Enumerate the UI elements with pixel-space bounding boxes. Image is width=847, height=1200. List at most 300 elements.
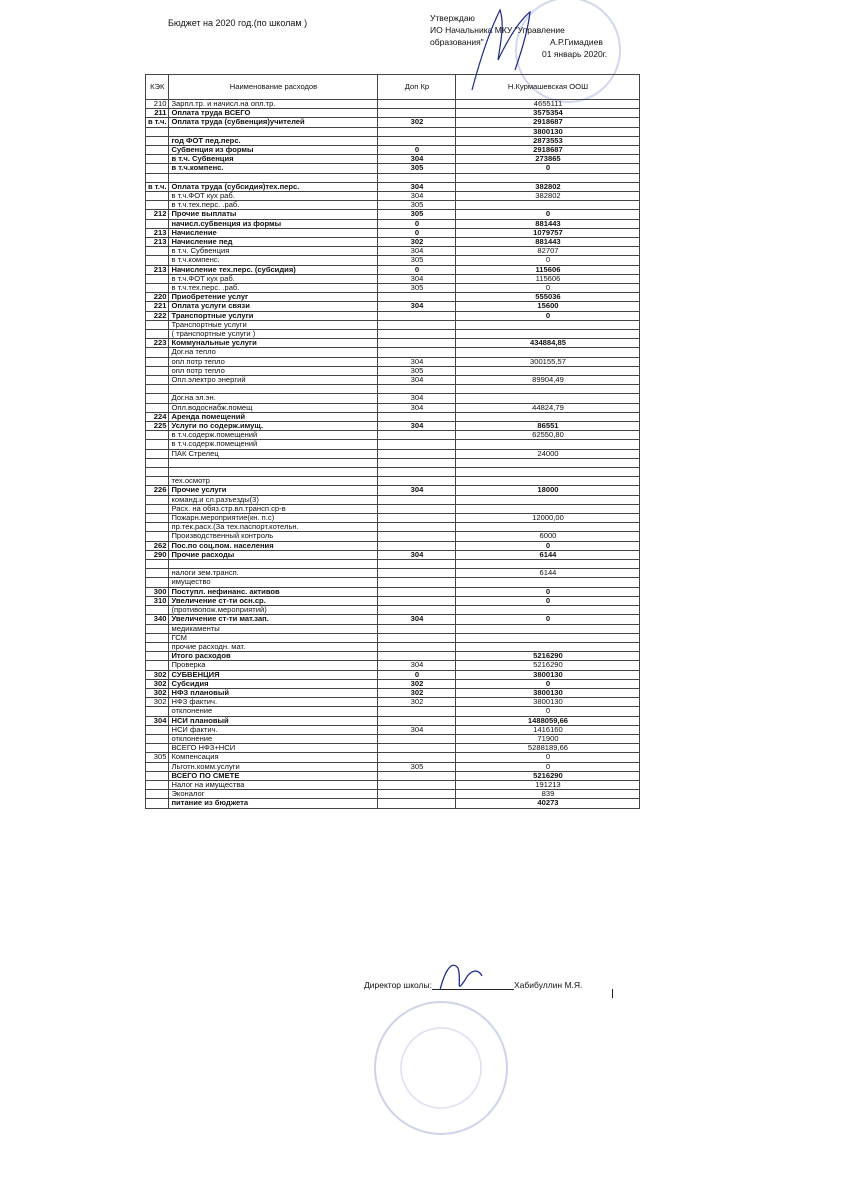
table-row <box>146 790 640 799</box>
cell-name: Проверка <box>169 661 378 670</box>
cell-kek <box>146 707 169 716</box>
cell-value <box>456 201 640 210</box>
cell-kek <box>146 164 169 173</box>
cell-dop: 0 <box>378 146 456 155</box>
table-row <box>146 688 640 697</box>
table-row <box>146 606 640 615</box>
cell-kek <box>146 744 169 753</box>
cell-dop: 302 <box>378 118 456 127</box>
cell-value: 6144 <box>456 569 640 578</box>
cell-name: Компенсация <box>169 753 378 762</box>
table-row <box>146 403 640 412</box>
table-row <box>146 504 640 513</box>
cell-value: 5216290 <box>456 771 640 780</box>
cell-dop <box>378 578 456 587</box>
table-row <box>146 523 640 532</box>
cell-dop: 305 <box>378 164 456 173</box>
table-row <box>146 348 640 357</box>
table-header-row <box>146 75 640 100</box>
cell-dop <box>378 136 456 145</box>
table-row <box>146 780 640 789</box>
cell-name <box>169 127 378 136</box>
cell-kek <box>146 652 169 661</box>
cell-name: в т.ч. Субвенция <box>169 155 378 164</box>
cell-dop <box>378 707 456 716</box>
cell-kek: 210 <box>146 100 169 109</box>
cell-value <box>456 412 640 421</box>
cell-dop <box>378 440 456 449</box>
cell-dop <box>378 523 456 532</box>
cell-name: Производственный контроль <box>169 532 378 541</box>
cell-kek <box>146 495 169 504</box>
cell-kek: в т.ч. <box>146 182 169 191</box>
cell-value: 15600 <box>456 302 640 311</box>
table-row <box>146 376 640 385</box>
cell-kek: в т.ч. <box>146 118 169 127</box>
cell-dop <box>378 173 456 182</box>
cell-name: имущество <box>169 578 378 587</box>
cell-kek <box>146 127 169 136</box>
cell-name: Увеличение ст-ти мат.зап. <box>169 615 378 624</box>
cell-value: 0 <box>456 541 640 550</box>
table-row <box>146 514 640 523</box>
cell-value: 300155,57 <box>456 357 640 366</box>
cell-value <box>456 642 640 651</box>
school-stamp-inner <box>401 1028 481 1108</box>
cell-value: 2918687 <box>456 146 640 155</box>
table-row <box>146 716 640 725</box>
cell-value: 115606 <box>456 265 640 274</box>
cell-name: в т.ч.компенс. <box>169 256 378 265</box>
cell-dop: 305 <box>378 762 456 771</box>
cell-name: Оплата труда (субвенция)учителей <box>169 118 378 127</box>
cell-dop <box>378 109 456 118</box>
table-row <box>146 541 640 550</box>
cell-name: Поступл. нефинанс. активов <box>169 587 378 596</box>
cell-kek: 212 <box>146 210 169 219</box>
cell-name: Субвенция из формы <box>169 146 378 155</box>
cell-name: в т.ч. Субвенция <box>169 247 378 256</box>
cell-name: в т.ч.ФОТ кух раб. <box>169 192 378 201</box>
cell-name: Прочие выплаты <box>169 210 378 219</box>
cell-kek: 226 <box>146 486 169 495</box>
cell-dop <box>378 100 456 109</box>
cell-dop: 302 <box>378 238 456 247</box>
table-row <box>146 136 640 145</box>
cell-name: Итого расходов <box>169 652 378 661</box>
cell-dop <box>378 412 456 421</box>
cell-name: тех.осмотр <box>169 477 378 486</box>
cell-kek <box>146 256 169 265</box>
cell-name: в т.ч.ФОТ кух раб. <box>169 274 378 283</box>
table-row <box>146 642 640 651</box>
cell-kek: 225 <box>146 422 169 431</box>
cell-kek <box>146 569 169 578</box>
cell-name: Пожарн.мероприятие(кн. п.с) <box>169 514 378 523</box>
cell-name <box>169 560 378 569</box>
cell-dop <box>378 606 456 615</box>
approve-line-1: Утверждаю <box>430 13 475 23</box>
table-row <box>146 578 640 587</box>
approve-line-2: ИО Начальника МКУ "Управление <box>430 25 565 35</box>
cell-value: 382802 <box>456 182 640 191</box>
cell-name: ГСМ <box>169 633 378 642</box>
cell-value: 0 <box>456 587 640 596</box>
cell-name: прочие расходн. мат. <box>169 642 378 651</box>
cell-dop <box>378 385 456 394</box>
cell-dop <box>378 348 456 357</box>
table-row <box>146 412 640 421</box>
cell-kek <box>146 799 169 808</box>
table-row <box>146 532 640 541</box>
table-row <box>146 744 640 753</box>
cell-kek <box>146 403 169 412</box>
cell-kek <box>146 762 169 771</box>
cell-name: Увеличение ст-ти осн.ср. <box>169 596 378 605</box>
cell-kek: 224 <box>146 412 169 421</box>
table-row <box>146 652 640 661</box>
cell-kek: 302 <box>146 670 169 679</box>
table-row <box>146 624 640 633</box>
cell-kek <box>146 431 169 440</box>
cell-dop <box>378 753 456 762</box>
cell-dop <box>378 642 456 651</box>
table-row <box>146 385 640 394</box>
cell-name: Аренда помещений <box>169 412 378 421</box>
cell-dop <box>378 652 456 661</box>
cell-dop: 304 <box>378 661 456 670</box>
cell-dop <box>378 532 456 541</box>
cell-value <box>456 633 640 642</box>
cell-dop <box>378 127 456 136</box>
cell-dop: 302 <box>378 679 456 688</box>
cell-name: Транспортные услуги <box>169 320 378 329</box>
table-row <box>146 311 640 320</box>
cell-name: Оплата труда ВСЕГО <box>169 109 378 118</box>
cell-kek <box>146 155 169 164</box>
cell-value: 881443 <box>456 238 640 247</box>
cell-dop <box>378 431 456 440</box>
cell-dop: 304 <box>378 725 456 734</box>
col-header-kek: КЭК <box>146 75 169 100</box>
cell-dop <box>378 330 456 339</box>
table-row <box>146 762 640 771</box>
cell-name: Субсидия <box>169 679 378 688</box>
cell-kek <box>146 780 169 789</box>
cell-name: команд.и сл.разъезды(3) <box>169 495 378 504</box>
table-row <box>146 679 640 688</box>
cell-kek <box>146 247 169 256</box>
cell-kek: 211 <box>146 109 169 118</box>
table-row <box>146 468 640 477</box>
cell-value <box>456 385 640 394</box>
table-row <box>146 109 640 118</box>
table-row <box>146 201 640 210</box>
cell-name: Услуги по содерж.имущ. <box>169 422 378 431</box>
col-header-name: Наименование расходов <box>169 75 378 100</box>
cell-kek: 262 <box>146 541 169 550</box>
cell-dop <box>378 734 456 743</box>
approve-org: образования" <box>430 37 484 47</box>
cell-kek <box>146 624 169 633</box>
table-row <box>146 449 640 458</box>
table-row <box>146 596 640 605</box>
cell-dop <box>378 311 456 320</box>
cell-dop: 0 <box>378 219 456 228</box>
cell-value: 0 <box>456 753 640 762</box>
cell-value: 1079757 <box>456 228 640 237</box>
cell-kek <box>146 661 169 670</box>
table-row <box>146 265 640 274</box>
cell-kek: 305 <box>146 753 169 762</box>
table-row <box>146 587 640 596</box>
cell-name: Налог на имущества <box>169 780 378 789</box>
cell-name: Оплата услуги связи <box>169 302 378 311</box>
cell-name: ВСЕГО ПО СМЕТЕ <box>169 771 378 780</box>
cell-name: Приобретение услуг <box>169 293 378 302</box>
cell-value: 0 <box>456 311 640 320</box>
cell-value: 18000 <box>456 486 640 495</box>
table-row <box>146 256 640 265</box>
cell-value: 881443 <box>456 219 640 228</box>
cell-kek: 304 <box>146 716 169 725</box>
table-row <box>146 422 640 431</box>
cell-name: СУБВЕНЦИЯ <box>169 670 378 679</box>
cell-dop: 0 <box>378 228 456 237</box>
cell-value <box>456 440 640 449</box>
cell-dop: 0 <box>378 670 456 679</box>
table-row <box>146 799 640 808</box>
cell-dop <box>378 790 456 799</box>
cell-kek <box>146 192 169 201</box>
table-row <box>146 431 640 440</box>
cell-dop: 304 <box>378 376 456 385</box>
director-signature <box>440 965 482 990</box>
cell-dop: 304 <box>378 155 456 164</box>
cell-dop <box>378 780 456 789</box>
cell-name <box>169 468 378 477</box>
cell-name: год ФОТ пед.перс. <box>169 136 378 145</box>
cell-kek: 220 <box>146 293 169 302</box>
director-label: Директор школы: <box>364 980 432 990</box>
cell-name: НСИ плановый <box>169 716 378 725</box>
cell-value <box>456 624 640 633</box>
cell-value: 3800130 <box>456 127 640 136</box>
cell-kek <box>146 477 169 486</box>
table-row <box>146 173 640 182</box>
cell-value: 434884,85 <box>456 339 640 348</box>
cell-dop <box>378 744 456 753</box>
cell-dop: 304 <box>378 394 456 403</box>
cell-name: начисл.субвенция из формы <box>169 219 378 228</box>
cell-kek: 221 <box>146 302 169 311</box>
cell-name: опл потр тепло <box>169 357 378 366</box>
cell-value <box>456 523 640 532</box>
table-row <box>146 164 640 173</box>
cell-value: 5216290 <box>456 652 640 661</box>
cell-kek <box>146 357 169 366</box>
cell-dop <box>378 458 456 467</box>
cell-name: пр.тек.расх.(За тех.паспорт.котельн. <box>169 523 378 532</box>
cell-value <box>456 348 640 357</box>
cell-kek <box>146 790 169 799</box>
cell-dop <box>378 560 456 569</box>
cell-value <box>456 394 640 403</box>
cell-kek <box>146 385 169 394</box>
cell-name: отклонение <box>169 734 378 743</box>
cell-dop: 302 <box>378 698 456 707</box>
cell-value <box>456 560 640 569</box>
cell-dop: 0 <box>378 265 456 274</box>
cell-name: налоги зем.трансп. <box>169 569 378 578</box>
cell-kek: 302 <box>146 698 169 707</box>
col-header-dop: Доп Кр <box>378 75 456 100</box>
cell-name: ( транспортные услуги ) <box>169 330 378 339</box>
cell-value: 24000 <box>456 449 640 458</box>
cell-kek <box>146 532 169 541</box>
cell-kek <box>146 440 169 449</box>
cell-dop: 305 <box>378 366 456 375</box>
cell-kek: 310 <box>146 596 169 605</box>
cell-value: 839 <box>456 790 640 799</box>
cell-dop <box>378 633 456 642</box>
cell-value: 62550,80 <box>456 431 640 440</box>
cell-dop: 304 <box>378 357 456 366</box>
cell-name: Опл.электро энергий <box>169 376 378 385</box>
cell-value: 86551 <box>456 422 640 431</box>
cell-name: Прочие услуги <box>169 486 378 495</box>
cell-dop: 305 <box>378 201 456 210</box>
cell-dop: 304 <box>378 486 456 495</box>
cell-value: 115606 <box>456 274 640 283</box>
cell-dop: 305 <box>378 256 456 265</box>
cell-name: НСИ фактич. <box>169 725 378 734</box>
cell-dop <box>378 495 456 504</box>
cell-value: 0 <box>456 762 640 771</box>
cell-name: Прочие расходы <box>169 550 378 559</box>
table-row <box>146 771 640 780</box>
table-row <box>146 339 640 348</box>
cell-dop <box>378 504 456 513</box>
table-row <box>146 458 640 467</box>
cell-kek <box>146 274 169 283</box>
cell-kek <box>146 284 169 293</box>
document-title: Бюджет на 2020 год.(по школам ) <box>168 18 308 28</box>
cell-value: 0 <box>456 596 640 605</box>
cell-kek: 213 <box>146 228 169 237</box>
table-row <box>146 274 640 283</box>
table-row <box>146 698 640 707</box>
cell-value: 0 <box>456 284 640 293</box>
cell-value <box>456 173 640 182</box>
cell-value: 89904,49 <box>456 376 640 385</box>
cell-kek: 213 <box>146 265 169 274</box>
cell-name: медикаменты <box>169 624 378 633</box>
cell-name: Коммунальные услуги <box>169 339 378 348</box>
cell-kek <box>146 523 169 532</box>
table-row <box>146 320 640 329</box>
cell-name: Дог.на эл.эн. <box>169 394 378 403</box>
cell-value <box>456 477 640 486</box>
cell-value: 0 <box>456 210 640 219</box>
cell-kek <box>146 633 169 642</box>
cell-value: 44824,79 <box>456 403 640 412</box>
cell-dop: 305 <box>378 284 456 293</box>
cell-value: 2918687 <box>456 118 640 127</box>
cell-name: отклонение <box>169 707 378 716</box>
cell-name: НФЗ фактич. <box>169 698 378 707</box>
cell-value: 71900 <box>456 734 640 743</box>
table-row <box>146 127 640 136</box>
cell-value: 40273 <box>456 799 640 808</box>
cell-dop <box>378 624 456 633</box>
table-row <box>146 284 640 293</box>
cell-name: Пос.по соц.пом. населения <box>169 541 378 550</box>
table-row <box>146 477 640 486</box>
cell-name: ПАК Стрелец <box>169 449 378 458</box>
cell-kek <box>146 771 169 780</box>
cell-dop: 302 <box>378 688 456 697</box>
cell-value: 0 <box>456 615 640 624</box>
cell-name <box>169 385 378 394</box>
cell-name: в т.ч.тех.перс. .раб. <box>169 284 378 293</box>
cell-name: питание из бюджета <box>169 799 378 808</box>
table-row <box>146 357 640 366</box>
table-row <box>146 440 640 449</box>
cell-kek <box>146 146 169 155</box>
cell-name: Опл.водоснабж.помещ <box>169 403 378 412</box>
cell-name: Дог.на тепло <box>169 348 378 357</box>
cell-dop: 305 <box>378 210 456 219</box>
cell-kek <box>146 320 169 329</box>
cell-dop <box>378 771 456 780</box>
table-row <box>146 633 640 642</box>
cell-value: 0 <box>456 707 640 716</box>
cell-name: Льготн.комм.услуги <box>169 762 378 771</box>
cell-name: Зарпл.тр. и начисл.на опл.тр. <box>169 100 378 109</box>
table-row <box>146 228 640 237</box>
cell-dop <box>378 339 456 348</box>
approver-name: А.Р.Гимадиев <box>550 37 603 47</box>
table-row <box>146 118 640 127</box>
cell-kek <box>146 219 169 228</box>
cell-name: (противопож.мероприятий) <box>169 606 378 615</box>
cell-dop: 304 <box>378 274 456 283</box>
cell-dop <box>378 799 456 808</box>
cell-value: 0 <box>456 164 640 173</box>
table-row <box>146 192 640 201</box>
cell-dop: 304 <box>378 182 456 191</box>
cell-kek <box>146 734 169 743</box>
cell-kek: 302 <box>146 679 169 688</box>
cell-kek: 222 <box>146 311 169 320</box>
table-row <box>146 182 640 191</box>
cell-kek: 223 <box>146 339 169 348</box>
table-row <box>146 366 640 375</box>
table-row <box>146 219 640 228</box>
cell-dop: 304 <box>378 247 456 256</box>
cell-name: Эконалог <box>169 790 378 799</box>
cell-value: 5288189,66 <box>456 744 640 753</box>
cell-kek: 302 <box>146 688 169 697</box>
cell-kek <box>146 642 169 651</box>
table-row <box>146 302 640 311</box>
cell-name: НФЗ плановый <box>169 688 378 697</box>
cell-name: в т.ч.содерж.помещений <box>169 431 378 440</box>
school-signature-stamp <box>0 940 847 1200</box>
cell-dop <box>378 468 456 477</box>
table-row <box>146 210 640 219</box>
